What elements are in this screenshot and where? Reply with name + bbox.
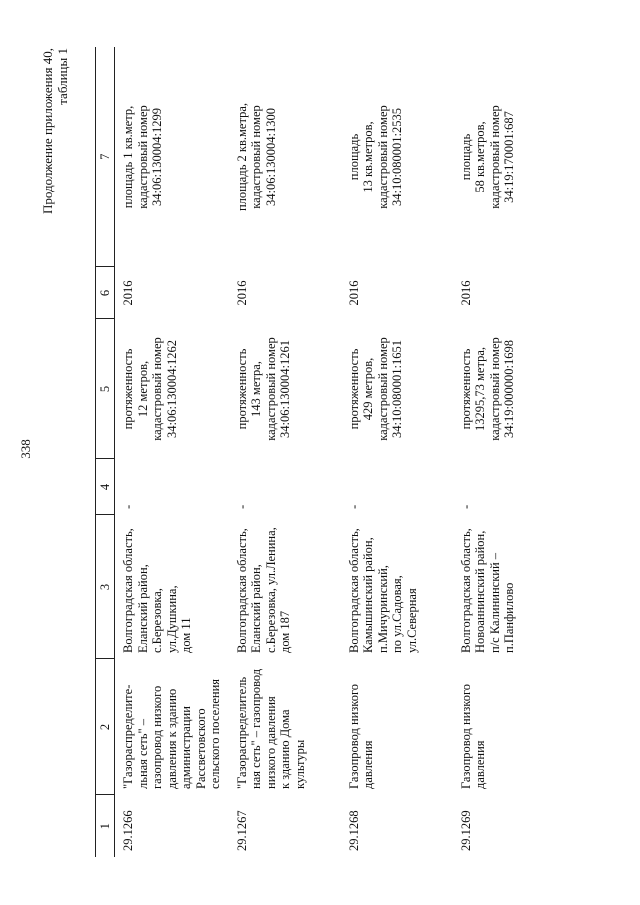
- object-name: "Газораспределитель ная сеть" – газопровод низкого давления к зданию Дома культуры: [234, 668, 307, 789]
- land-info: площадь 13 кв.метров, кадастровый номер 34:10:080001:2535: [346, 105, 404, 209]
- object-address: Волгоградская область, Камышинский район, п.Мичуринский, по ул.Садовая, ул.Северная: [346, 528, 419, 653]
- land-info: площадь 1 кв.метр, кадастровый номер 34:06:130004:1299: [121, 105, 164, 209]
- land-info: площадь 2 кв.метра, кадастровый номер 34:06:130004:1300: [234, 103, 278, 212]
- header-col-1: 1: [96, 795, 115, 857]
- row-id: 29.1267: [234, 810, 249, 851]
- page-number: 338: [18, 439, 33, 459]
- caption-line-1: Продолжение приложения 40,: [40, 48, 55, 215]
- object-year: 2016: [234, 280, 249, 306]
- row-id: 29.1266: [121, 810, 135, 851]
- table-row: [341, 47, 453, 857]
- header-col-5: 5: [96, 319, 115, 459]
- object-year: 2016: [346, 280, 361, 306]
- header-row: [96, 47, 115, 857]
- object-name: "Газораспределите- льная сеть" – газопровод низкого давления к зданию администрации Рассветовского сельского поселения: [121, 678, 222, 789]
- object-year: 2016: [121, 280, 135, 306]
- table-row: [453, 47, 565, 857]
- col4-value: -: [234, 504, 249, 509]
- object-address: Волгоградская область, Еланский район, с.Березовка, ул.Душкина, дом 11: [121, 528, 193, 653]
- col4-value: -: [121, 504, 135, 509]
- caption-line-2: таблицы 1: [55, 48, 70, 105]
- header-col-4: 4: [96, 459, 115, 515]
- object-year: 2016: [458, 280, 473, 306]
- object-address: Волгоградская область, Новоаннинский район, п/с Калининский – п.Панфилово: [458, 528, 516, 653]
- register-table: [95, 47, 565, 857]
- header-col-2: 2: [96, 659, 115, 795]
- table-row: [229, 47, 341, 857]
- object-characteristics: протяженность 143 метра, кадастровый номер 34:06:130004:1261: [234, 337, 292, 441]
- header-col-3: 3: [96, 515, 115, 659]
- object-characteristics: протяженность 13295,73 метра, кадастровый номер 34:19:000000:1698: [458, 337, 516, 441]
- object-characteristics: протяженность 12 метров, кадастровый номер 34:06:130004:1262: [121, 337, 179, 441]
- row-id: 29.1268: [346, 810, 361, 851]
- col4-value: -: [458, 504, 473, 509]
- table-row: [115, 47, 229, 857]
- col4-value: -: [346, 504, 361, 509]
- object-characteristics: протяженность 429 метров, кадастровый номер 34:10:080001:1651: [346, 337, 404, 441]
- object-name: Газопровод низкого давления: [458, 683, 487, 789]
- header-col-7: 7: [96, 47, 115, 267]
- object-name: Газопровод низкого давления: [346, 683, 375, 789]
- object-address: Волгоградская область, Еланский район, с.Березовка, ул.Ленина, дом 187: [234, 527, 292, 653]
- header-col-6: 6: [96, 267, 115, 319]
- table-caption: [40, 48, 70, 214]
- row-id: 29.1269: [458, 810, 473, 851]
- land-info: площадь 58 кв.метров, кадастровый номер 34:19:170001:687: [458, 105, 516, 209]
